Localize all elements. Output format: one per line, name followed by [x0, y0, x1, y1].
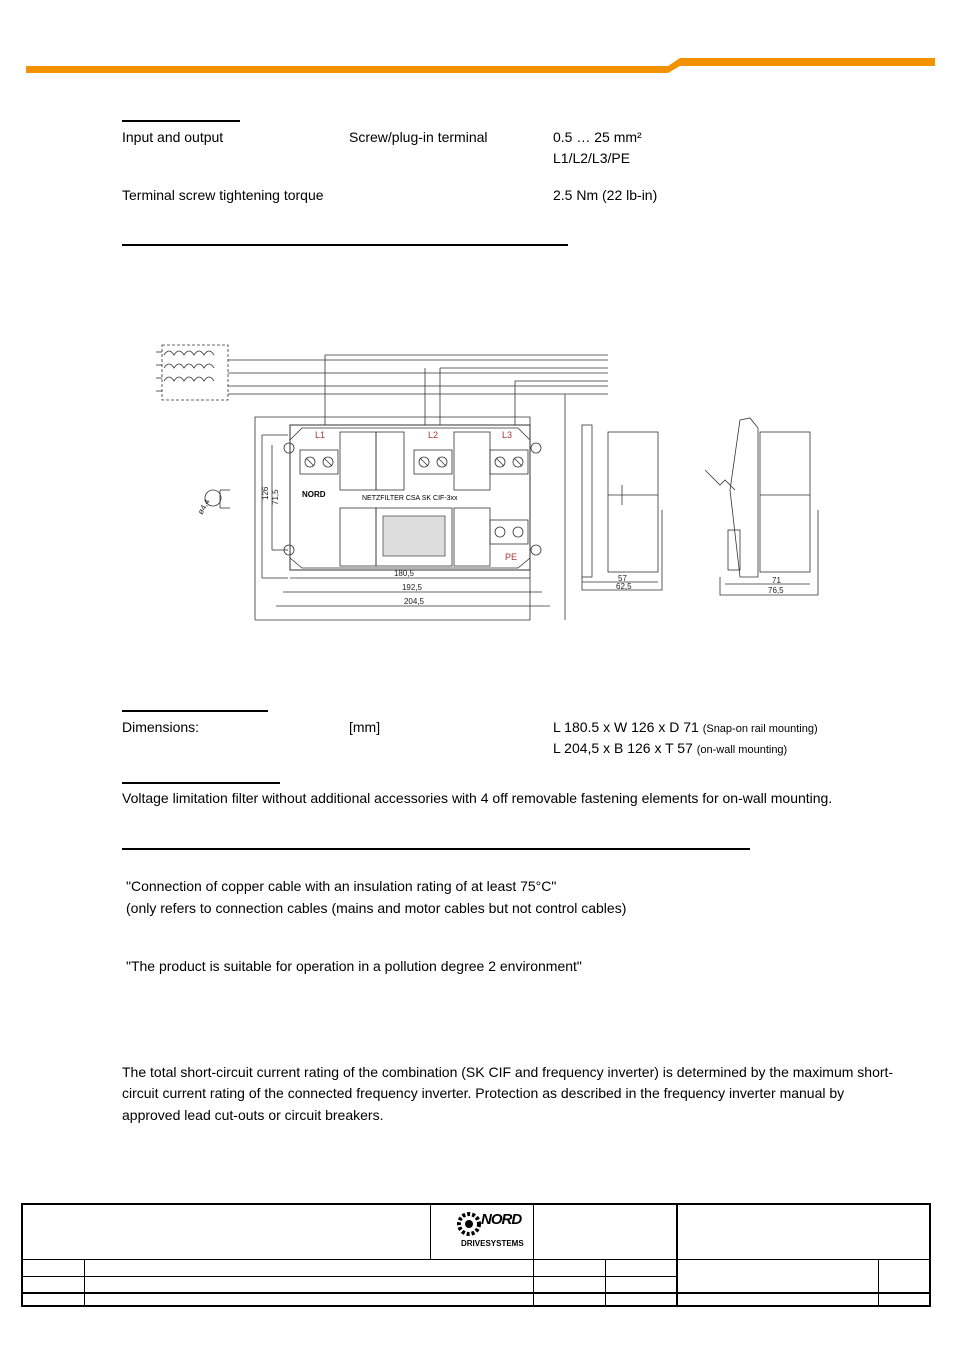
label-l1: L1 [315, 430, 326, 440]
dim-height-2: 71,5 [271, 489, 280, 505]
dimensions-label: Dimensions: [122, 719, 200, 735]
logo-subtitle: DRIVESYSTEMS [461, 1239, 524, 1248]
side-view-rail [705, 418, 818, 595]
ul-copper-cable: "Connection of copper cable with an insulation rating of at least 75°C" [126, 878, 557, 894]
terminal-cross-section: 0.5 … 25 mm² [553, 129, 642, 145]
terminal-block-l3 [490, 450, 528, 474]
dim-length-3: 204,5 [403, 597, 425, 606]
dim-side-1: 57 [618, 574, 627, 583]
section-underline-dimensions [122, 710, 268, 712]
ul-copper-cable-note: (only refers to connection cables (mains and motor cables but not control cables) [126, 900, 627, 916]
device-brand: NORD [302, 490, 326, 499]
terminal-block-pe [490, 520, 528, 544]
dim-side-2: 62,5 [616, 582, 632, 591]
terminal-designations: L1/L2/L3/PE [553, 150, 631, 166]
label-l3: L3 [502, 430, 513, 440]
section-underline-drawing [122, 244, 568, 246]
dimensions-wall: L 204,5 x B 126 x T 57 [553, 740, 693, 756]
dimension-drawing [150, 340, 830, 630]
dim-length-1: 180,5 [393, 569, 415, 578]
dimensions-wall-note: (on-wall mounting) [696, 744, 788, 756]
dim-height-1: 126 [261, 486, 270, 500]
section-underline-delivery [122, 782, 280, 784]
title-block [21, 1203, 931, 1307]
dim-side-4: 76,5 [768, 586, 784, 595]
dimensions-line-1 [553, 719, 818, 735]
section-underline-ul [122, 848, 750, 850]
label-l2: L2 [428, 430, 439, 440]
terminal-type: Screw/plug-in terminal [349, 129, 488, 145]
header-band [0, 0, 954, 80]
dim-hole: ø4,4 [195, 497, 212, 516]
side-view-wall [582, 425, 662, 590]
torque-label: Terminal screw tightening torque [122, 187, 324, 203]
dim-length-2: 192,5 [401, 583, 423, 592]
terminal-block-l2 [414, 450, 452, 474]
dim-side-3: 71 [772, 576, 781, 585]
label-plate [383, 516, 445, 556]
dimensions-rail-note: (Snap-on rail mounting) [702, 723, 818, 735]
torque-value: 2.5 Nm (22 lb-in) [553, 187, 658, 203]
logo-brand: NORD [481, 1211, 522, 1228]
delivery-text: Voltage limitation filter without additional accessories with 4 off removable fastening elements for on-wall mounting. [122, 790, 833, 806]
label-pe: PE [505, 552, 518, 562]
section-underline-terminals [122, 120, 240, 122]
coil-icon [164, 351, 214, 381]
ul-pollution-degree: "The product is suitable for operation in a pollution degree 2 environment" [126, 958, 582, 974]
dimensions-line-2 [553, 740, 787, 756]
dimensions-unit: [mm] [349, 719, 381, 735]
dimensions-rail: L 180.5 x W 126 x D 71 [553, 719, 699, 735]
ul-sccr-line-1: The total short-circuit current rating of the combination (SK CIF and frequency inverter) is determined by the maximum short- [122, 1064, 894, 1080]
ul-sccr-line-3: approved lead cut-outs or circuit breakers. [122, 1107, 384, 1123]
device-name: NETZFILTER CSA SK CIF-3xx [362, 495, 458, 502]
ul-sccr-line-2: circuit current rating of the connected frequency inverter. Protection as described in the frequency inverter manual by [122, 1085, 845, 1101]
terminal-block-l1 [300, 450, 338, 474]
terminal-input-label: Input and output [122, 129, 224, 145]
nord-logo [451, 1209, 524, 1255]
